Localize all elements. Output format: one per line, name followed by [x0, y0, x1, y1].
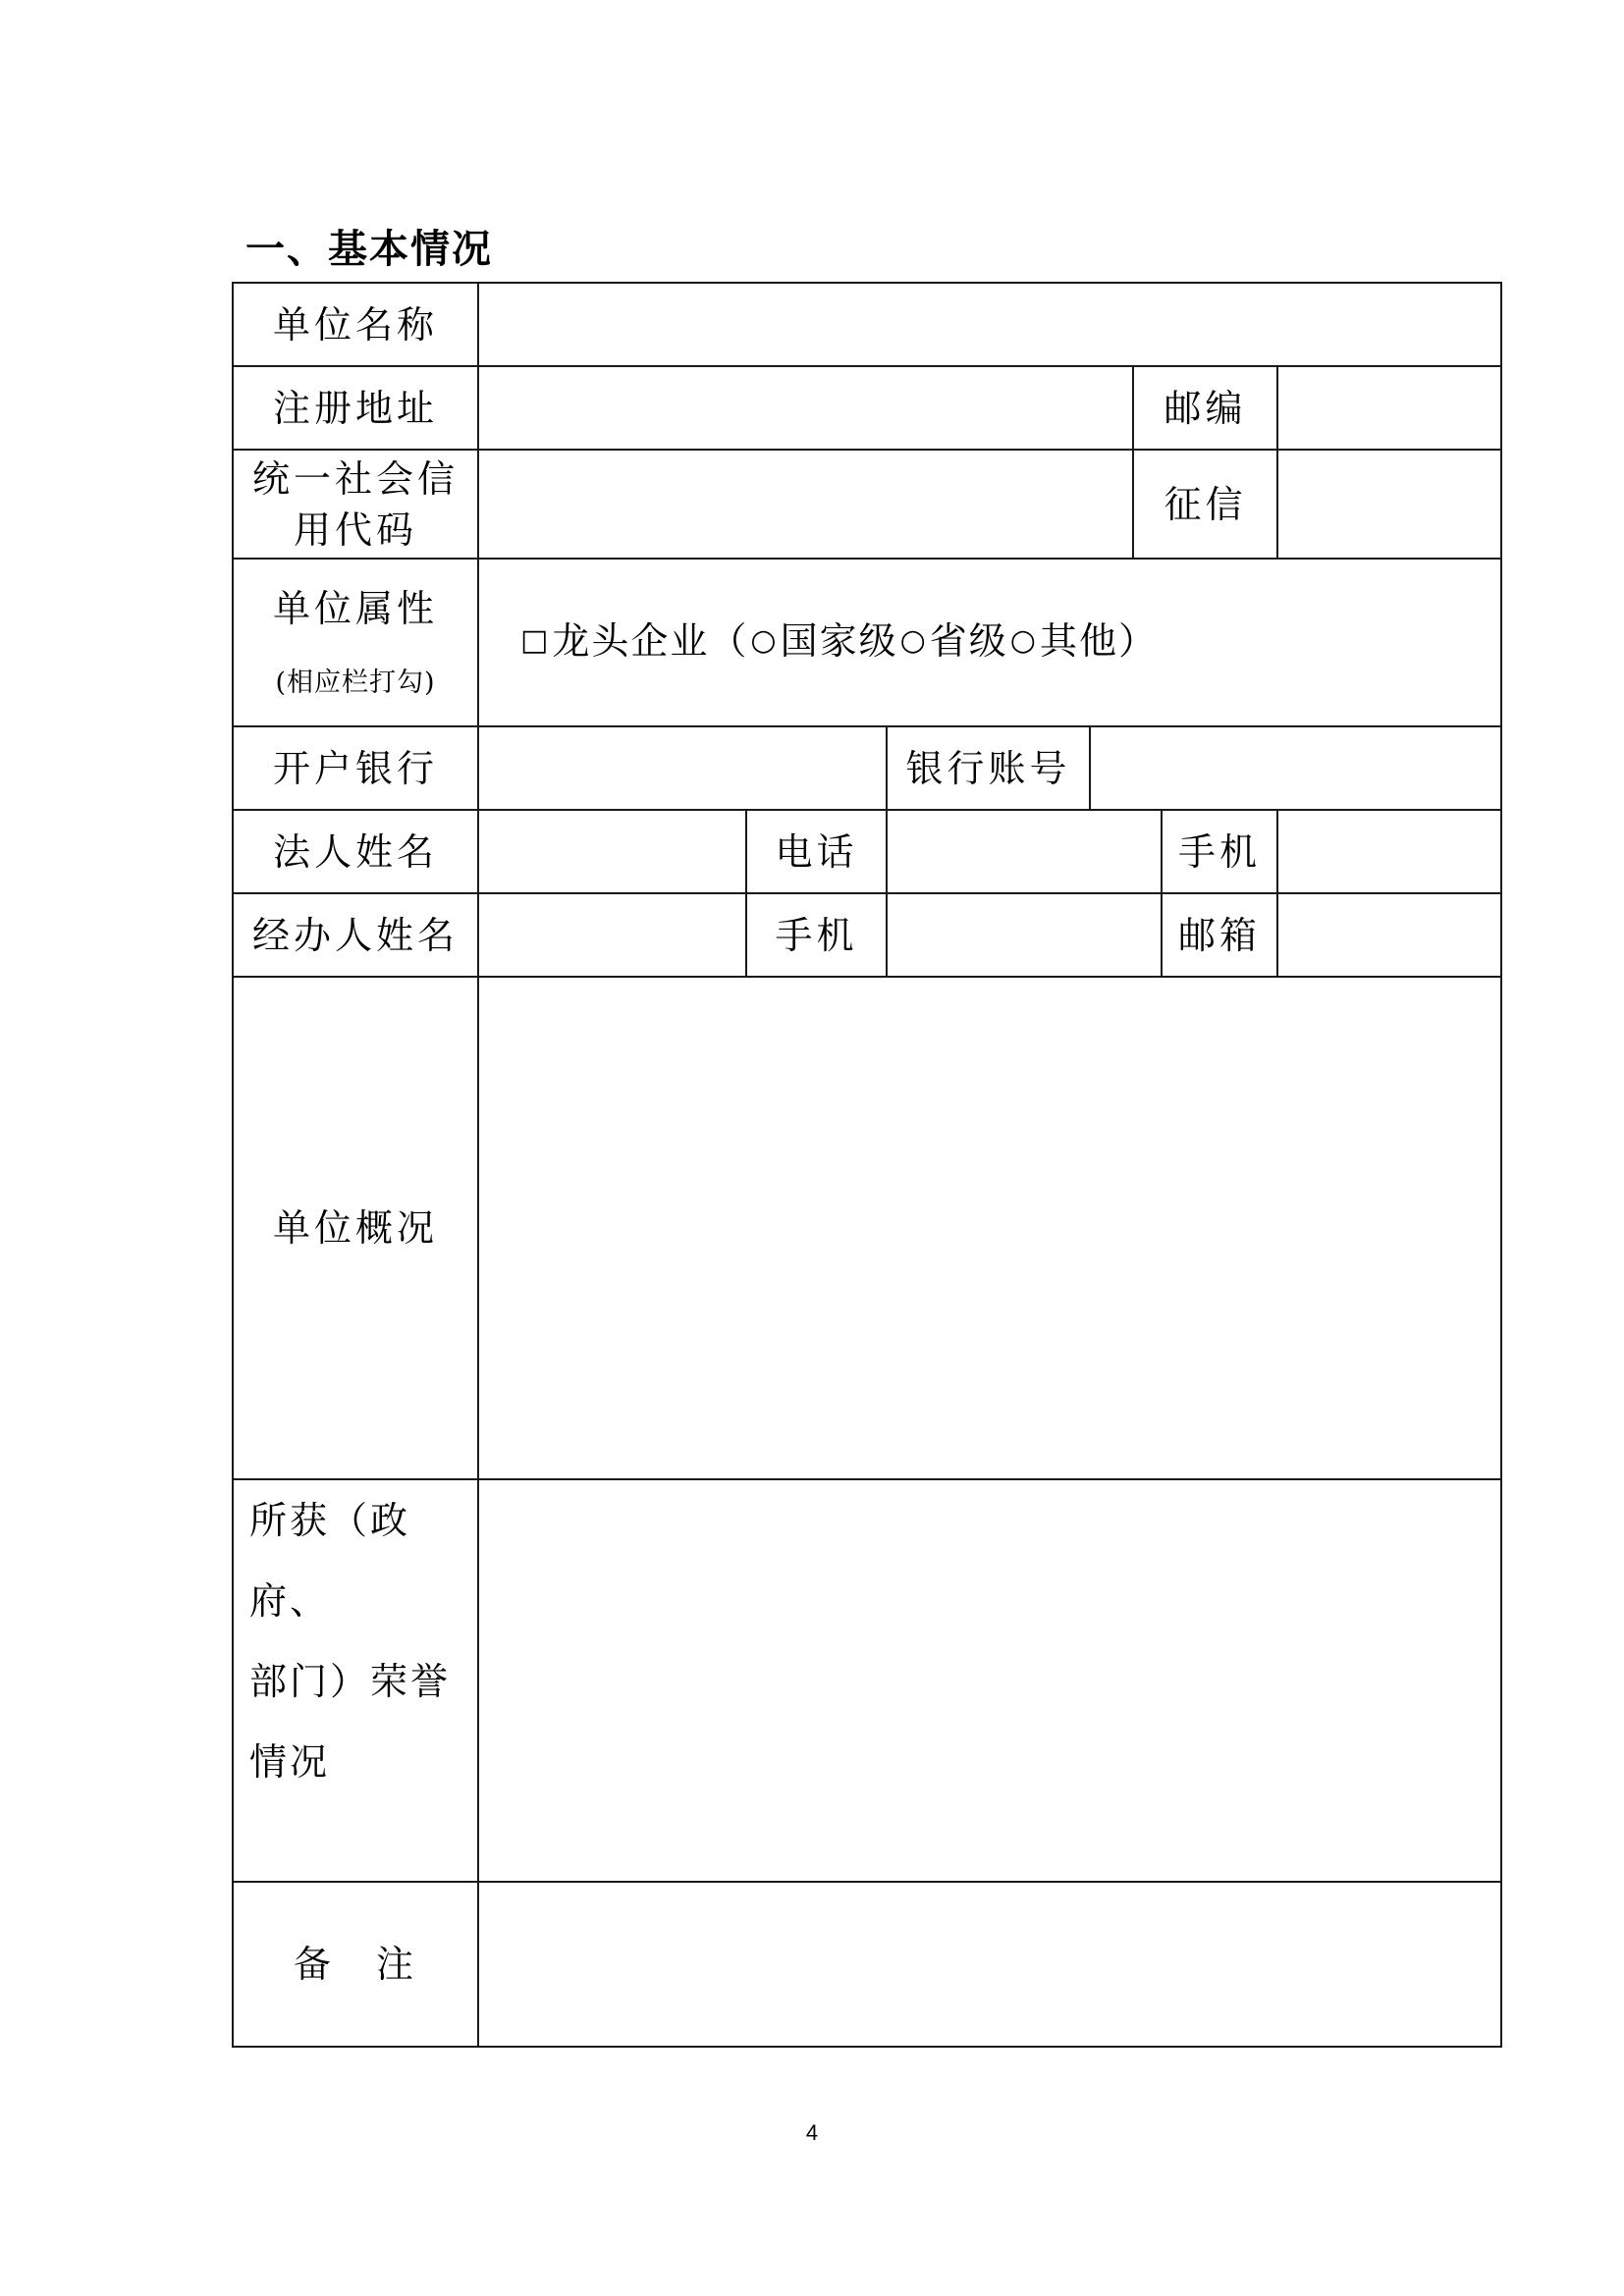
label-unit-attr-text: 单位属性: [272, 586, 438, 630]
label-mobile-handler: [745, 892, 888, 978]
label-credit-code: [232, 449, 479, 560]
leading-enterprise-label: 龙头企业: [552, 618, 710, 663]
label-phone: [745, 809, 888, 894]
field-legal-name[interactable]: [477, 809, 747, 894]
field-overview[interactable]: [477, 976, 1502, 1480]
leading-enterprise-checkbox[interactable]: □: [520, 622, 551, 658]
section-title: 一、基本情况: [245, 227, 493, 272]
label-handler-name: [232, 892, 479, 978]
open-paren: （: [709, 618, 749, 663]
field-credit-code[interactable]: [477, 449, 1134, 560]
radio-national[interactable]: ○: [750, 622, 779, 658]
field-mobile-legal[interactable]: [1276, 809, 1502, 894]
label-bank: [232, 725, 479, 811]
field-reg-address[interactable]: [477, 365, 1134, 451]
label-credit-text: 征信: [1164, 482, 1247, 526]
label-reg-address-text: 注册地址: [272, 386, 438, 430]
label-credit: [1132, 449, 1278, 560]
label-credit-code-line2: 用代码: [293, 507, 417, 552]
label-unit-name: [232, 282, 479, 367]
label-overview-text: 单位概况: [272, 1206, 438, 1250]
field-credit[interactable]: [1276, 449, 1502, 560]
label-remarks-text: 备 注: [293, 1943, 417, 1986]
label-bank-account-text: 银行账号: [905, 746, 1071, 790]
field-bank-account[interactable]: [1089, 725, 1502, 811]
label-handler-name-text: 经办人姓名: [251, 913, 459, 957]
label-unit-attr-hint: (相应栏打勾): [275, 667, 436, 698]
label-email-text: 邮箱: [1177, 913, 1261, 957]
label-postcode-text: 邮编: [1164, 386, 1247, 430]
option-provincial-label: 省级: [929, 618, 1008, 663]
label-phone-text: 电话: [775, 829, 858, 874]
radio-other[interactable]: ○: [1009, 622, 1038, 658]
label-mobile-legal-text: 手机: [1177, 829, 1261, 874]
label-reg-address: [232, 365, 479, 451]
label-credit-code-line1: 统一社会信: [251, 456, 459, 501]
field-phone[interactable]: [886, 809, 1163, 894]
field-bank[interactable]: [477, 725, 888, 811]
field-unit-name[interactable]: [477, 282, 1502, 367]
field-handler-name[interactable]: [477, 892, 747, 978]
label-honors-line1: 所获（政府、: [249, 1499, 411, 1623]
label-remarks: [232, 1881, 479, 2048]
page-number: 4: [805, 2120, 819, 2145]
label-mobile-legal: [1161, 809, 1278, 894]
label-unit-attr: [232, 558, 479, 727]
field-postcode[interactable]: [1276, 365, 1502, 451]
label-honors: [232, 1478, 479, 1883]
field-unit-attr: [477, 558, 1502, 727]
label-postcode: [1132, 365, 1278, 451]
label-unit-name-text: 单位名称: [272, 302, 438, 347]
close-paren: ）: [1118, 618, 1159, 663]
label-mobile-handler-text: 手机: [775, 913, 858, 957]
field-email[interactable]: [1276, 892, 1502, 978]
label-honors-line2: 部门）荣誉: [249, 1660, 452, 1703]
label-bank-account: [886, 725, 1091, 811]
field-honors[interactable]: [477, 1478, 1502, 1883]
field-remarks[interactable]: [477, 1881, 1502, 2048]
label-legal-name-text: 法人姓名: [272, 829, 438, 874]
label-honors-line3: 情况: [249, 1740, 331, 1784]
label-legal-name: [232, 809, 479, 894]
field-mobile-handler[interactable]: [886, 892, 1163, 978]
option-other-label: 其他: [1039, 618, 1118, 663]
label-bank-text: 开户银行: [272, 746, 438, 790]
label-email: [1161, 892, 1278, 978]
label-overview: [232, 976, 479, 1480]
option-national-label: 国家级: [780, 618, 898, 663]
radio-provincial[interactable]: ○: [899, 622, 928, 658]
